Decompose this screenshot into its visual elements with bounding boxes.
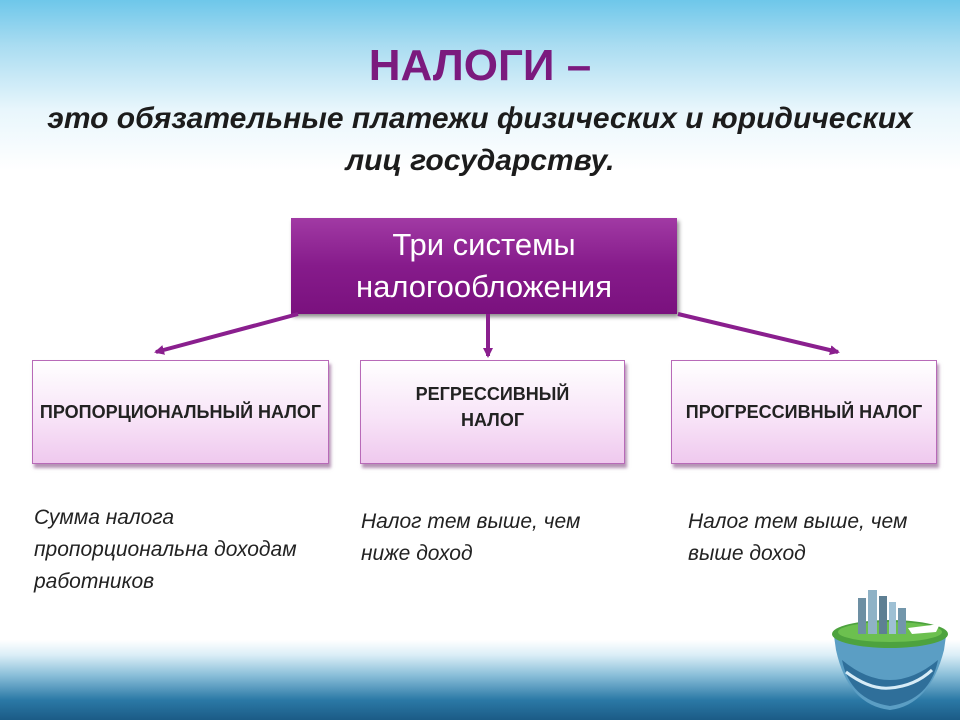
tax-systems-label: Три системы налогообложения xyxy=(355,227,613,304)
regressive-tax-label: РЕГРЕССИВНЫЙ НАЛОГ xyxy=(415,384,570,430)
arrow-left xyxy=(156,314,298,352)
proportional-tax-box xyxy=(32,360,329,464)
slide-subtitle: это обязательные платежи физических и юридических лиц государству. xyxy=(47,102,913,177)
proportional-tax-label: ПРОПОРЦИОНАЛЬНЫЙ НАЛОГ xyxy=(39,402,322,422)
progressive-tax-label: ПРОГРЕССИВНЫЙ НАЛОГ xyxy=(685,402,923,422)
proportional-tax-description: Сумма налога пропорциональна доходам работников xyxy=(34,506,297,593)
regressive-tax-box xyxy=(360,360,625,464)
regressive-tax-description: Налог тем выше, чем ниже доход xyxy=(361,510,581,565)
slide-title: НАЛОГИ – xyxy=(368,41,592,90)
globe-city-icon xyxy=(832,590,948,710)
arrow-right xyxy=(678,314,838,352)
progressive-tax-description: Налог тем выше, чем выше доход xyxy=(688,510,908,565)
progressive-tax-box xyxy=(671,360,937,464)
